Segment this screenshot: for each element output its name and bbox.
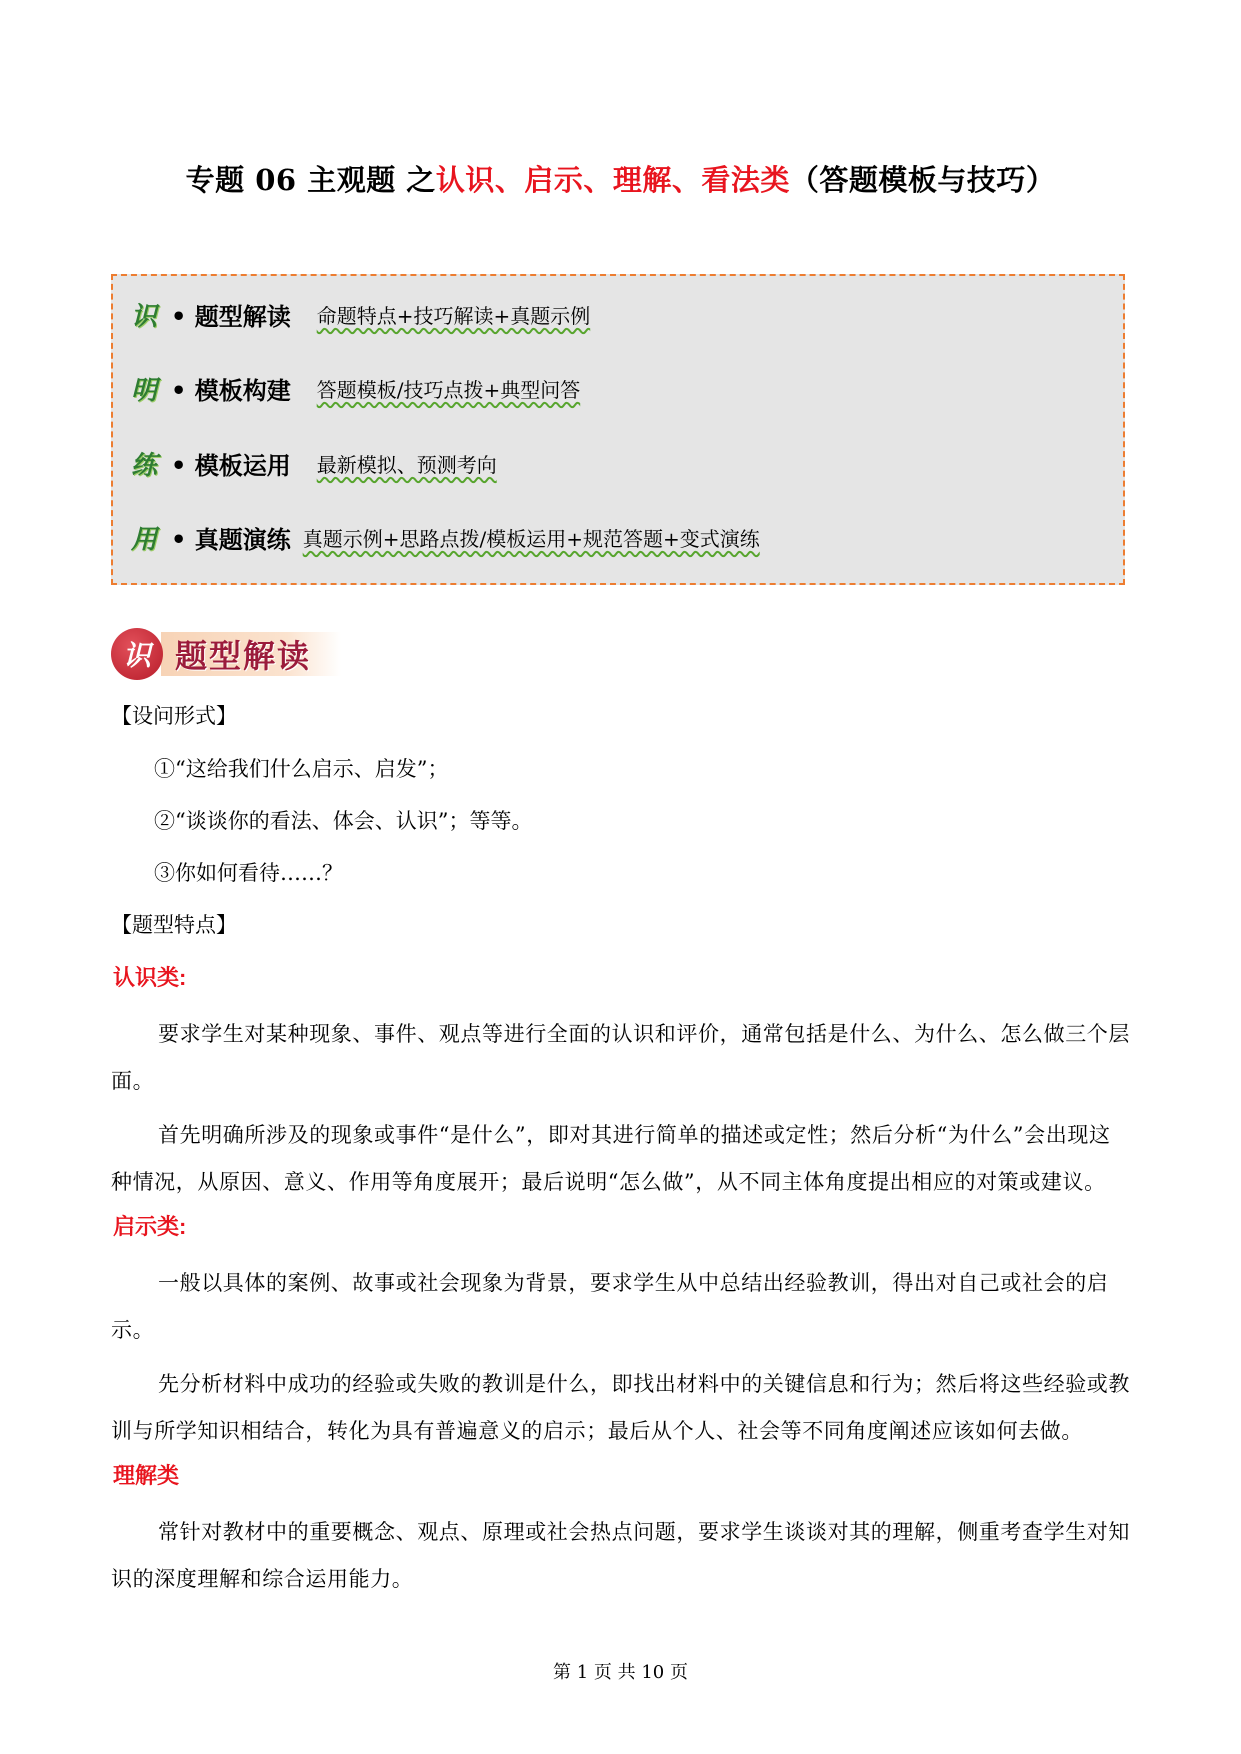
guide-item-moban-yunyong xyxy=(131,443,497,483)
guide-label: • 模板构建 xyxy=(171,375,291,405)
section-badge xyxy=(111,626,341,682)
guide-desc: 答题模板/技巧点拨+典型问答 xyxy=(316,377,581,402)
guide-char: 识 xyxy=(131,301,158,332)
page-title xyxy=(0,158,1241,199)
renshi-paragraph-1: 要求学生对某种现象、事件、观点等进行全面的认识和评价，通常包括是什么、为什么、怎么做三个层面。 xyxy=(111,1022,1130,1093)
renshi-heading: 认识类: xyxy=(113,965,187,990)
page-footer: 第 1 页 共 10 页 xyxy=(553,1662,688,1683)
guide-label: • 真题演练 xyxy=(171,524,291,554)
qishi-paragraph-1: 一般以具体的案例、故事或社会现象为背景，要求学生从中总结出经验教训，得出对自己或社会的启示。 xyxy=(111,1271,1109,1342)
guide-char: 明 xyxy=(131,375,158,406)
qishi-heading: 启示类: xyxy=(113,1214,187,1239)
title-part2: （答题模板与技巧） xyxy=(789,163,1056,197)
guide-char: 用 xyxy=(131,524,158,555)
guide-desc: 命题特点+技巧解读+真题示例 xyxy=(316,303,591,328)
section-badge-icon: 识 xyxy=(111,628,163,680)
guide-item-moban-goujian xyxy=(131,368,580,408)
renshi-paragraph-2: 首先明确所涉及的现象或事件“是什么”，即对其进行简单的描述或定性；然后分析“为什么”会出现这种情况，从原因、意义、作用等角度展开；最后说明“怎么做”，从不同主体角度提出相应的对策或建议。 xyxy=(111,1123,1111,1194)
guide-label: • 题型解读 xyxy=(171,301,291,331)
guide-label: • 模板运用 xyxy=(171,450,291,480)
title-highlight: 认识、启示、理解、看法类 xyxy=(435,163,790,197)
question-form-item: ③你如何看待……？ xyxy=(154,861,343,885)
guide-desc: 最新模拟、预测考向 xyxy=(316,452,497,477)
guide-item-tixing xyxy=(131,294,590,334)
lijie-heading: 理解类 xyxy=(113,1463,180,1488)
guide-box xyxy=(111,274,1125,585)
guide-item-zhenti xyxy=(131,517,760,557)
question-form-item: ②“谈谈你的看法、体会、认识”；等等。 xyxy=(154,809,533,833)
features-heading: 【题型特点】 xyxy=(111,913,237,937)
question-forms-heading: 【设问形式】 xyxy=(111,704,237,728)
section-badge-label: 题型解读 xyxy=(161,632,341,676)
title-part1: 专题 06 主观题 之 xyxy=(185,163,436,197)
lijie-paragraph-1: 常针对教材中的重要概念、观点、原理或社会热点问题，要求学生谈谈对其的理解，侧重考查学生对知识的深度理解和综合运用能力。 xyxy=(111,1520,1130,1591)
question-form-item: ①“这给我们什么启示、启发”； xyxy=(154,757,449,781)
qishi-paragraph-2: 先分析材料中成功的经验或失败的教训是什么，即找出材料中的关键信息和行为；然后将这些经验或教训与所学知识相结合，转化为具有普遍意义的启示；最后从个人、社会等不同角度阐述应该如何去做。 xyxy=(111,1372,1130,1443)
guide-desc: 真题示例+思路点拨/模板运用+规范答题+变式演练 xyxy=(302,526,760,551)
guide-char: 练 xyxy=(131,450,158,481)
